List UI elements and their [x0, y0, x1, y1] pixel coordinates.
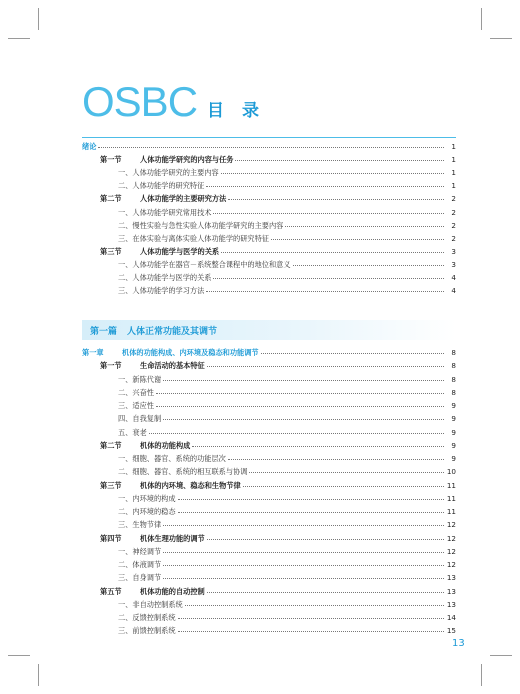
- toc-entry-title: 二、反馈控制系统: [118, 613, 176, 622]
- toc-entry-page: 2: [451, 233, 456, 243]
- toc-entry-title: 二、细胞、器官、系统的相互联系与协调: [118, 467, 248, 477]
- dot-leader: [192, 446, 444, 447]
- toc-entry-page: 2: [451, 194, 456, 204]
- toc-entry-number: 第一章: [82, 348, 104, 357]
- toc-entry[interactable]: [82, 179, 456, 190]
- toc-entry-page: 4: [451, 286, 456, 296]
- toc-entry-page: 1: [451, 168, 456, 178]
- toc-entry[interactable]: [82, 245, 456, 256]
- dot-leader: [213, 278, 444, 279]
- crop-mark-tr-h: [490, 38, 512, 39]
- toc-entry-title: 三、生物节律: [118, 520, 162, 530]
- toc-entry-page: 12: [446, 560, 456, 569]
- toc-entry[interactable]: [82, 439, 456, 450]
- toc-entry[interactable]: [82, 452, 456, 463]
- toc-entry-page: 1: [451, 142, 456, 151]
- dot-leader: [271, 239, 444, 240]
- dot-leader: [163, 525, 444, 526]
- toc-entry-title: 一、细胞、器官、系统的功能层次: [118, 454, 226, 463]
- toc-entry-page: 3: [451, 259, 456, 269]
- crop-mark-tr-v: [481, 8, 482, 30]
- dot-leader: [207, 366, 444, 367]
- dot-leader: [163, 565, 444, 566]
- part-number: 第一篇: [90, 327, 118, 337]
- toc-entry-page: 8: [451, 387, 456, 397]
- toc-entry-title: 一、人体功能学研究常用技术: [118, 207, 212, 217]
- toc-entry[interactable]: [82, 140, 456, 151]
- dot-leader: [235, 160, 444, 161]
- toc-entry-number: 第三节: [100, 480, 122, 490]
- toc-entry-title: 机体的内环境、稳态和生物节律: [140, 480, 241, 490]
- toc-entry[interactable]: [82, 518, 456, 529]
- toc-entry[interactable]: [82, 232, 456, 243]
- toc-entry[interactable]: [82, 598, 456, 609]
- toc-entry[interactable]: [82, 258, 456, 269]
- header-rule: [82, 137, 456, 138]
- page-title: 目 录: [207, 101, 265, 121]
- toc-entry-title: 绪论: [82, 142, 97, 151]
- toc-entry[interactable]: [82, 624, 456, 635]
- toc-entry-title: 一、内环境的构成: [118, 493, 176, 503]
- toc-entry-page: 9: [451, 454, 456, 463]
- toc-entry-page: 4: [451, 273, 456, 282]
- toc-entry[interactable]: [82, 505, 456, 516]
- dot-leader: [243, 486, 444, 487]
- toc-entry-title: 人体功能学的主要研究方法: [140, 194, 227, 204]
- toc-entry[interactable]: [82, 271, 456, 282]
- toc-entry-title: 机体功能的自动控制: [140, 586, 205, 596]
- dot-leader: [156, 406, 444, 407]
- toc-entry[interactable]: [82, 166, 456, 177]
- toc-entry-title: 二、体液调节: [118, 560, 162, 569]
- toc-entry-number: 第一节: [100, 155, 122, 165]
- toc-entry-title: 人体功能学与医学的关系: [140, 246, 220, 256]
- toc-entry-title: 一、神经调节: [118, 546, 162, 556]
- toc-entry-number: 第二节: [100, 194, 122, 204]
- dot-leader: [285, 226, 444, 227]
- toc-entry-title: 三、在体实验与离体实验人体功能学的研究特征: [118, 233, 269, 243]
- toc-entry[interactable]: [82, 558, 456, 569]
- dot-leader: [185, 605, 444, 606]
- toc-entry-title: 机体生理功能的调节: [140, 533, 205, 543]
- toc-entry[interactable]: [82, 492, 456, 503]
- dot-leader: [163, 380, 444, 381]
- toc-entry-page: 11: [446, 480, 456, 490]
- toc-entry-page: 8: [451, 374, 456, 384]
- toc-entry-page: 10: [446, 467, 456, 477]
- toc-entry-title: 人体功能学研究的内容与任务: [140, 155, 234, 165]
- dot-leader: [178, 512, 444, 513]
- toc-entry-page: 12: [446, 533, 456, 543]
- dot-leader: [221, 173, 444, 174]
- toc-entry[interactable]: [82, 219, 456, 230]
- toc-entry[interactable]: [82, 465, 456, 476]
- dot-leader: [293, 265, 444, 266]
- dot-leader: [206, 291, 444, 292]
- toc-entry-page: 1: [451, 181, 456, 191]
- toc-entry-page: 2: [451, 220, 456, 230]
- toc-entry-page: 14: [446, 613, 456, 622]
- toc-entry[interactable]: [82, 359, 456, 370]
- dot-leader: [163, 578, 444, 579]
- dot-leader: [163, 419, 444, 420]
- toc-entry-title: 一、人体功能学研究的主要内容: [118, 168, 219, 178]
- toc-entry-title: 三、人体功能学的学习方法: [118, 286, 205, 296]
- toc-entry-page: 12: [446, 520, 456, 530]
- toc-header: [82, 80, 265, 124]
- page-number: 13: [452, 638, 465, 649]
- dot-leader: [163, 552, 444, 553]
- toc-entry-page: 3: [451, 246, 456, 256]
- toc-entry[interactable]: [82, 373, 456, 384]
- dot-leader: [149, 433, 444, 434]
- toc-entry-title: 一、新陈代谢: [118, 374, 162, 384]
- toc-entry-title: 一、人体功能学在器官－系统整合课程中的地位和意义: [118, 259, 291, 269]
- dot-leader: [206, 186, 444, 187]
- toc-entry-title: 二、兴奋性: [118, 387, 154, 397]
- toc-entry-page: 9: [451, 401, 456, 410]
- toc-entry[interactable]: [82, 532, 456, 543]
- crop-mark-bl-v: [38, 664, 39, 686]
- toc-entry-page: 11: [446, 493, 456, 503]
- dot-leader: [156, 393, 444, 394]
- osbc-logo: OSBC: [82, 78, 198, 125]
- toc-entry-page: 11: [446, 507, 456, 516]
- toc-entry-number: 第三节: [100, 246, 122, 256]
- dot-leader: [98, 147, 444, 148]
- toc-entry[interactable]: [82, 192, 456, 203]
- dot-leader: [213, 213, 444, 214]
- toc-entry-title: 一、非自动控制系统: [118, 599, 183, 609]
- toc-entry-page: 13: [446, 599, 456, 609]
- toc-entry-title: 二、慢性实验与急性实验人体功能学研究的主要内容: [118, 220, 284, 230]
- toc-entry-title: 生命活动的基本特征: [140, 361, 205, 371]
- crop-mark-br-v: [481, 664, 482, 686]
- dot-leader: [207, 592, 444, 593]
- toc-entry[interactable]: [82, 585, 456, 596]
- toc-entry-page: 12: [446, 546, 456, 556]
- toc-entry[interactable]: [82, 399, 456, 410]
- toc-entry-page: 9: [451, 427, 456, 437]
- crop-mark-tl-v: [38, 8, 39, 30]
- toc-entry-title: 二、人体功能学的研究特征: [118, 181, 205, 191]
- toc-entry-title: 二、内环境的稳态: [118, 507, 176, 516]
- toc-entry-number: 第五节: [100, 586, 122, 596]
- part-heading: [90, 324, 217, 337]
- toc-entry-page: 13: [446, 573, 456, 583]
- toc-entry[interactable]: [82, 426, 456, 437]
- toc-entry-number: 第一节: [100, 361, 122, 371]
- toc-entry[interactable]: [82, 284, 456, 295]
- dot-leader: [261, 353, 444, 354]
- toc-entry[interactable]: [82, 611, 456, 622]
- toc-entry[interactable]: [82, 206, 456, 217]
- toc-entry-page: 9: [451, 440, 456, 450]
- toc-entry-title: 机体的功能构成、内环境及稳态和功能调节: [122, 348, 259, 357]
- dot-leader: [178, 499, 444, 500]
- dot-leader: [178, 631, 444, 632]
- dot-leader: [249, 472, 444, 473]
- toc-entry-title: 三、前馈控制系统: [118, 626, 176, 636]
- toc-entry-title: 四、自我复制: [118, 414, 162, 424]
- toc-entry[interactable]: [82, 479, 456, 490]
- toc-entry-page: 8: [451, 348, 456, 357]
- toc-entry-number: 第四节: [100, 533, 122, 543]
- crop-mark-tl-h: [8, 38, 30, 39]
- dot-leader: [228, 459, 444, 460]
- part-title: 人体正常功能及其调节: [127, 327, 218, 337]
- toc-entry[interactable]: [82, 545, 456, 556]
- toc-entry-title: 二、人体功能学与医学的关系: [118, 273, 212, 282]
- toc-entry-title: 三、自身调节: [118, 573, 162, 583]
- toc-entry-page: 2: [451, 207, 456, 217]
- toc-entry[interactable]: [82, 412, 456, 423]
- toc-entry-page: 15: [446, 626, 456, 636]
- toc-entry-page: 9: [451, 414, 456, 424]
- dot-leader: [207, 539, 444, 540]
- toc-entry-page: 1: [451, 155, 456, 165]
- toc-entry[interactable]: [82, 571, 456, 582]
- toc-entry[interactable]: [82, 153, 456, 164]
- toc-entry-title: 机体的功能构成: [140, 440, 191, 450]
- dot-leader: [178, 618, 444, 619]
- crop-mark-bl-h: [8, 655, 30, 656]
- toc-entry[interactable]: [82, 346, 456, 357]
- toc-entry-title: 三、适应性: [118, 401, 154, 410]
- toc-entry-number: 第二节: [100, 440, 122, 450]
- toc-entry[interactable]: [82, 386, 456, 397]
- toc-entry-page: 13: [446, 586, 456, 596]
- crop-mark-br-h: [490, 655, 512, 656]
- dot-leader: [221, 252, 444, 253]
- dot-leader: [228, 199, 444, 200]
- toc-entry-title: 五、衰老: [118, 427, 147, 437]
- toc-entry-page: 8: [451, 361, 456, 371]
